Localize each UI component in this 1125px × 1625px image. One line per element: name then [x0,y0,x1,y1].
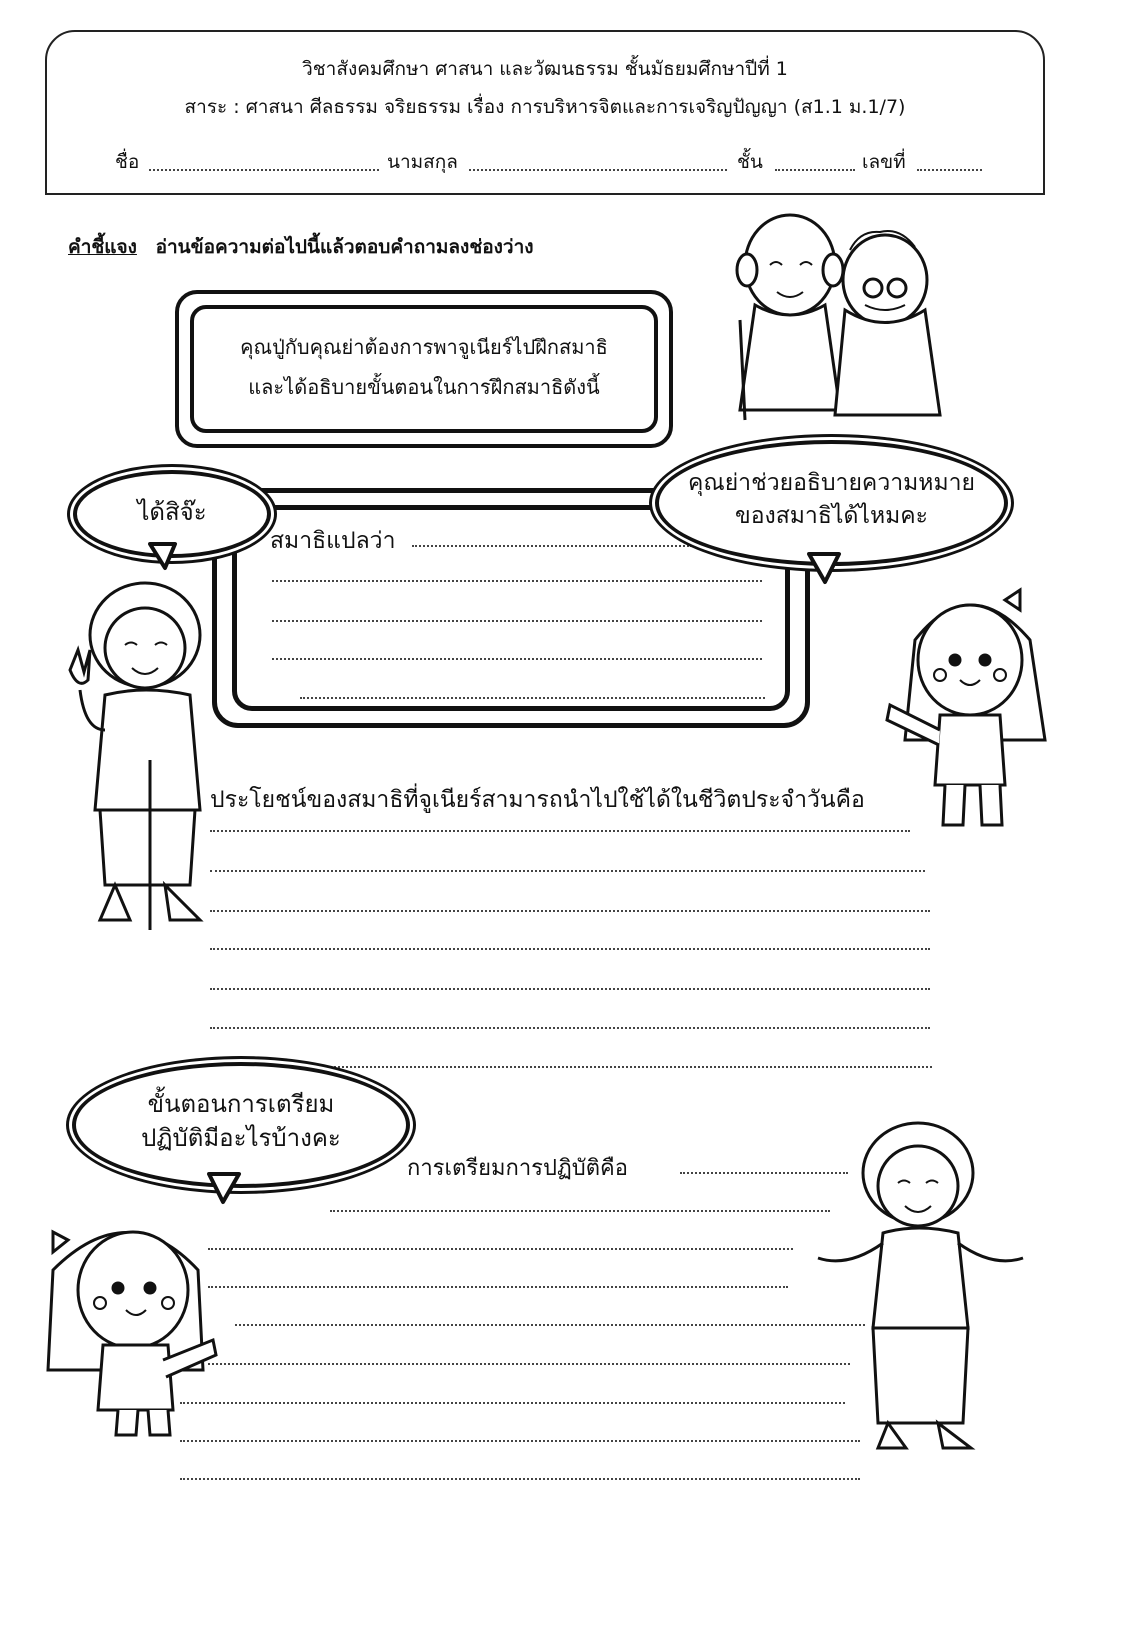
instruction [68,232,534,262]
preparation-answer-line[interactable] [235,1324,865,1326]
benefit-answer-line[interactable] [210,830,910,832]
grandma-speech-bubble: ได้สิจ๊ะ [73,470,271,558]
meaning-answer-line[interactable] [272,580,762,582]
preparation-answer-line[interactable] [208,1363,850,1365]
girl-pointing-illustration [885,580,1060,835]
bubble-tail [145,542,185,572]
intro-line-1: คุณปู่กับคุณย่าต้องการพาจูเนียร์ไปฝึกสมาธิ [240,335,608,359]
benefit-answer-line[interactable] [210,1027,930,1029]
girl-speech-bubble-meaning [655,440,1008,566]
name-field[interactable] [149,169,379,171]
preparation-answer-line[interactable] [208,1248,793,1250]
name-label: ชื่อ [115,151,140,173]
girl-question-line-1: คุณย่าช่วยอธิบายความหมาย [687,470,976,496]
meaning-answer-line[interactable] [300,697,765,699]
benefit-question: ประโยชน์ของสมาธิที่จูเนียร์สามารถนำไปใช้ได้ในชีวิตประจำวันคือ [210,787,865,813]
benefit-answer-line[interactable] [210,870,925,872]
girl-question2-line-2: ปฏิบัติมีอะไรบ้างคะ [141,1124,341,1152]
meaning-label: สมาธิแปลว่า [270,528,396,554]
grandma-open-arms-illustration [808,1118,1033,1453]
girl-question2-line-1: ขั้นตอนการเตรียม [147,1090,335,1118]
preparation-answer-line[interactable] [330,1210,830,1212]
preparation-answer-line[interactable] [180,1402,845,1404]
topic-title: สาระ : ศาสนา ศีลธรรม จริยธรรม เรื่อง การบริหารจิตและการเจริญปัญญา (ส1.1 ม.1/7) [184,96,906,118]
surname-field[interactable] [469,169,727,171]
grandma-peace-sign-illustration [60,580,215,935]
instruction-text: อ่านข้อความต่อไปนี้แล้วตอบคำถามลงช่องว่าง [155,236,534,258]
number-label: เลขที่ [862,151,906,173]
intro-frame-inner [190,305,658,433]
surname-label: นามสกุล [387,151,458,173]
benefit-answer-line[interactable] [210,1066,932,1068]
preparation-answer-line[interactable] [208,1286,788,1288]
meaning-answer-line[interactable] [272,658,762,660]
bubble-tail [805,552,845,586]
intro-line-2: และได้อธิบายขั้นตอนในการฝึกสมาธิดังนี้ [248,375,600,399]
subject-title: วิชาสังคมศึกษา ศาสนา และวัฒนธรรม ชั้นมัธยมศึกษาปีที่ 1 [302,58,788,80]
meaning-answer-line[interactable] [272,620,762,622]
grandparents-illustration [715,210,955,425]
preparation-label: การเตรียมการปฏิบัติคือ [407,1156,628,1181]
preparation-answer-line[interactable] [180,1478,860,1480]
meaning-answer-line[interactable] [412,545,692,547]
girl-question-line-2: ของสมาธิได้ไหมคะ [734,503,929,529]
number-field[interactable] [917,169,982,171]
instruction-label: คำชี้แจง [68,236,137,258]
preparation-answer-line[interactable] [180,1440,860,1442]
class-label: ชั้น [737,151,763,173]
class-field[interactable] [775,169,855,171]
girl-speech-bubble-preparation [72,1062,410,1188]
benefit-answer-line[interactable] [210,910,930,912]
benefit-answer-line[interactable] [210,948,930,950]
benefit-answer-line[interactable] [210,988,930,990]
worksheet-header [45,30,1045,195]
girl-pointing-illustration [38,1200,218,1440]
